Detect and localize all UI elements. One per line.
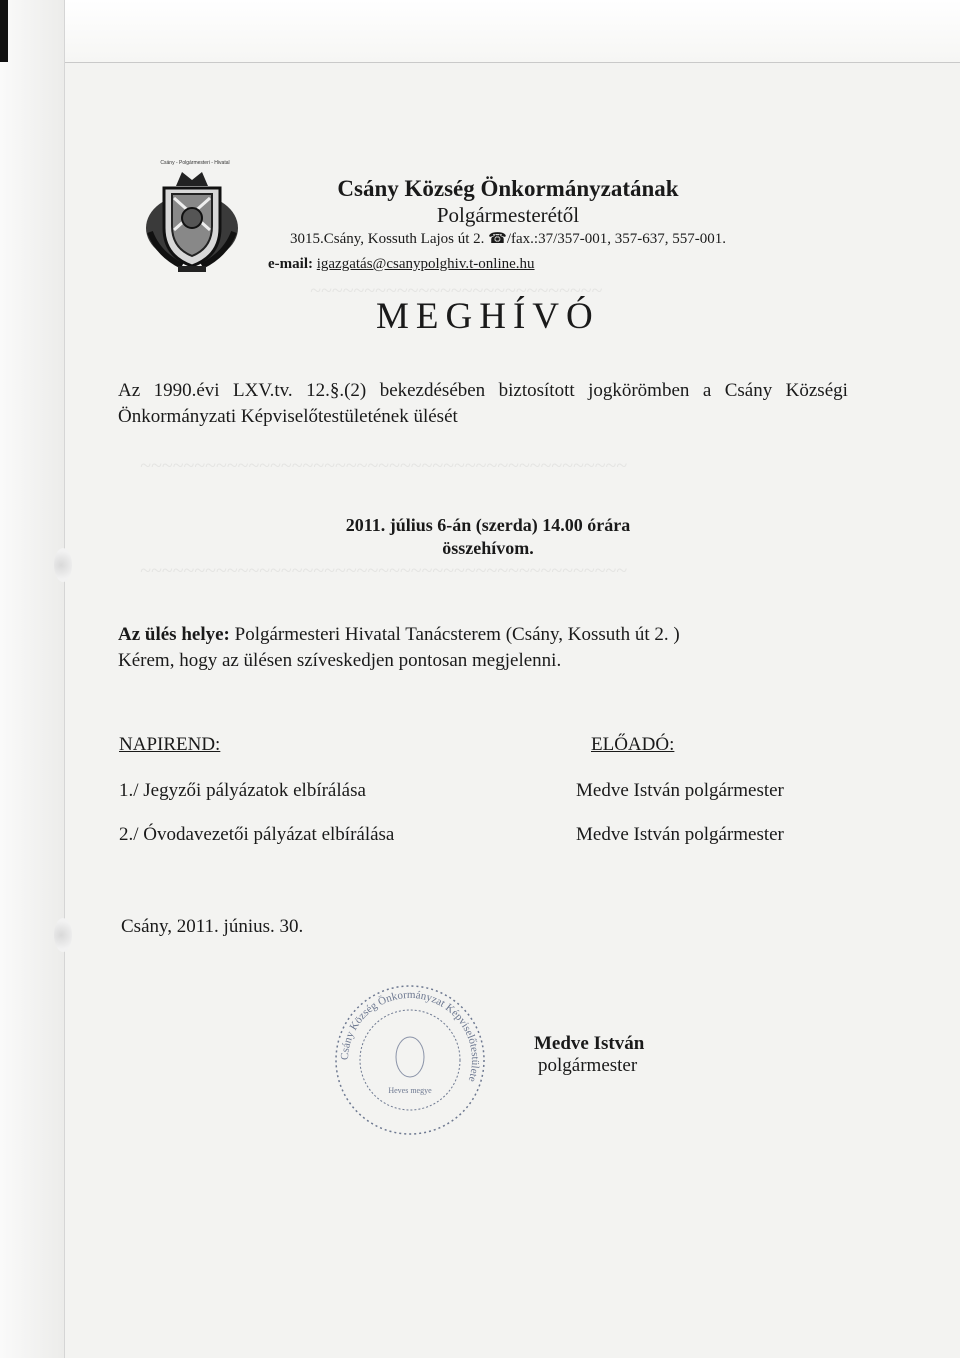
email-line [268, 256, 535, 273]
scan-border [0, 0, 8, 62]
office-subtitle: Polgármesterétől [436, 203, 580, 227]
stamp-inner-text: Heves megye [388, 1086, 432, 1095]
bleed-through: ~~~~~~~~~~~~~~~~~~~~~~~~~~~~~~~~~~~~~~~~~~~~~ [140, 455, 627, 477]
intro-word: jogkörömben [588, 380, 690, 401]
agenda-heading: NAPIREND: [119, 734, 221, 755]
venue-label: Az ülés helye: [118, 624, 230, 645]
agenda-item-topic: 2./ Óvodavezetői pályázat elbírálása [119, 824, 395, 845]
address-line: 3015.Csány, Kossuth Lajos út 2. ☎/fax.:37/357-001, 357-637, 557-001. [289, 231, 727, 247]
signatory-role: polgármester [538, 1055, 638, 1076]
page-left-edge [0, 0, 65, 1358]
meeting-convene: összehívom. [442, 538, 534, 558]
meeting-datetime: 2011. július 6-án (szerda) 14.00 órára [345, 515, 631, 535]
venue-block [118, 622, 858, 674]
intro-word: 1990.évi [153, 380, 220, 401]
official-stamp [320, 975, 500, 1145]
intro-word: Csány [724, 380, 773, 401]
intro-word: 12.§.(2) [306, 380, 367, 401]
email-label: e-mail: [268, 256, 313, 272]
bleed-through: ~~~~~~~~~~~~~~~~~~~~~~~~~~~ [310, 280, 603, 302]
intro-word: bekezdésében [379, 380, 486, 401]
page-top-edge [0, 0, 960, 63]
presenter-heading: ELŐADÓ: [591, 734, 675, 755]
place-and-date: Csány, 2011. június. 30. [121, 916, 304, 937]
intro-word: LXV.tv. [233, 380, 293, 401]
signatory-name: Medve István [534, 1033, 645, 1054]
crest-caption: Csány - Polgármesteri - Hivatal [160, 160, 230, 166]
bleed-through: ~~~~~~~~~~~~~~~~~~~~~~~~~~~~~~~~~~~~~~~~~~~~~ [140, 560, 627, 582]
intro-line-2: Önkormányzati Képviselőtestületének ülését [118, 406, 458, 427]
venue-line [118, 622, 858, 648]
email-link[interactable]: igazgatás@csanypolghiv.t-online.hu [316, 256, 535, 272]
binder-hole [54, 548, 72, 582]
agenda-item-presenter: Medve István polgármester [576, 824, 784, 845]
municipality-title: Csány Község Önkormányzatának [337, 176, 679, 201]
intro-word: a [702, 380, 712, 401]
attendance-request: Kérem, hogy az ülésen szíveskedjen pontosan megjelenni. [118, 650, 562, 671]
intro-word: biztosított [498, 380, 575, 401]
agenda-item-topic: 1./ Jegyzői pályázatok elbírálása [119, 780, 366, 801]
intro-word: Az [118, 380, 141, 401]
coat-of-arms-logo [142, 158, 242, 278]
stamp-ring-text: Csány Község Önkormányzat Képviselőtestülete [338, 988, 482, 1084]
agenda-item-presenter: Medve István polgármester [576, 780, 784, 801]
venue-place: Polgármesteri Hivatal Tanácsterem (Csány, Kossuth út 2. ) [234, 624, 680, 645]
binder-hole [54, 918, 72, 952]
intro-word: Községi [785, 380, 848, 401]
intro-line-1 [118, 378, 848, 404]
intro-paragraph [118, 378, 848, 430]
document-title: MEGHÍVÓ [376, 296, 600, 337]
